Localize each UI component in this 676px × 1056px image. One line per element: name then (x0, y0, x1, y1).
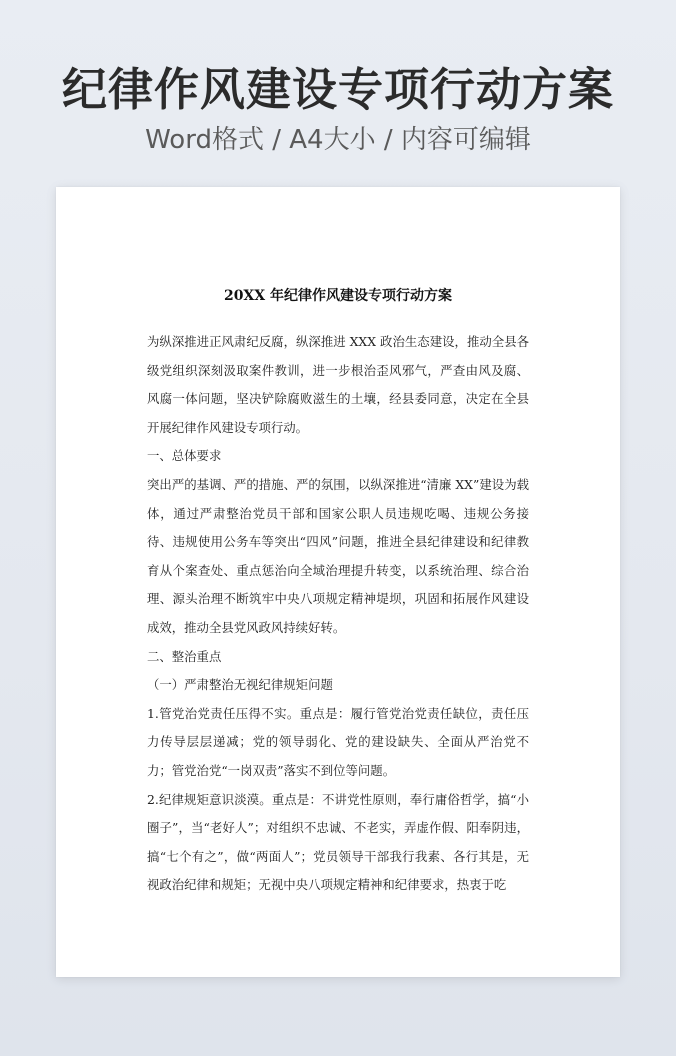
subsection-heading: （一）严肃整治无视纪律规矩问题 (147, 677, 333, 693)
document-body (147, 328, 529, 900)
page-header (0, 62, 676, 158)
document-title: 20XX 年纪律作风建设专项行动方案 (223, 288, 453, 304)
subtitle: Word格式 / A4大小 / 内容可编辑 (145, 125, 531, 155)
paragraph-item-1: 1.管党治党责任压得不实。重点是：履行管党治党责任缺位，责任压力传导层层递减；党的领导弱化、党的建设缺失、全面从严治党不力；管党治党“一岗双责”落实不到位等问题。 (147, 705, 529, 778)
paragraph-item-2: 2.纪律规矩意识淡漠。重点是：不讲党性原则，奉行庸俗哲学，搞“小圈子”，当“老好人”；对组织不忠诚、不老实，弄虚作假、阳奉阴违，搞“七个有之”，做“两面人”；党员领导干部我行我素、各行其是，无视政治纪律和规矩；无视中央八项规定精神和纪律要求，热衷于吃 (147, 791, 529, 893)
section-heading-general: 一、总体要求 (147, 448, 222, 464)
paragraph-general: 突出严的基调、严的措施、严的氛围，以纵深推进“清廉 XX”建设为载体，通过严肃整治党员干部和国家公职人员违规吃喝、违规公务接待、违规使用公务车等突出“四风”问题，推进全县纪律建设和纪律教育从个案查处、重点惩治向全域治理提升转变，以系统治理、综合治理、源头治理不断筑牢中央八项规定精神堤坝，巩固和拓展作风建设成效，推动全县党风政风持续好转。 (147, 476, 529, 635)
main-title: 纪律作风建设专项行动方案 (61, 63, 614, 116)
section-heading-focus: 二、整治重点 (147, 648, 222, 664)
document-page (56, 187, 620, 977)
paragraph-intro: 为纵深推进正风肃纪反腐，纵深推进 XXX 政治生态建设，推动全县各级党组织深刻汲取案件教训，进一步根治歪风邪气，严查由风及腐、风腐一体问题，坚决铲除腐败滋生的土壤，经县委同意，决定在全县开展纪律作风建设专项行动。 (147, 334, 529, 435)
